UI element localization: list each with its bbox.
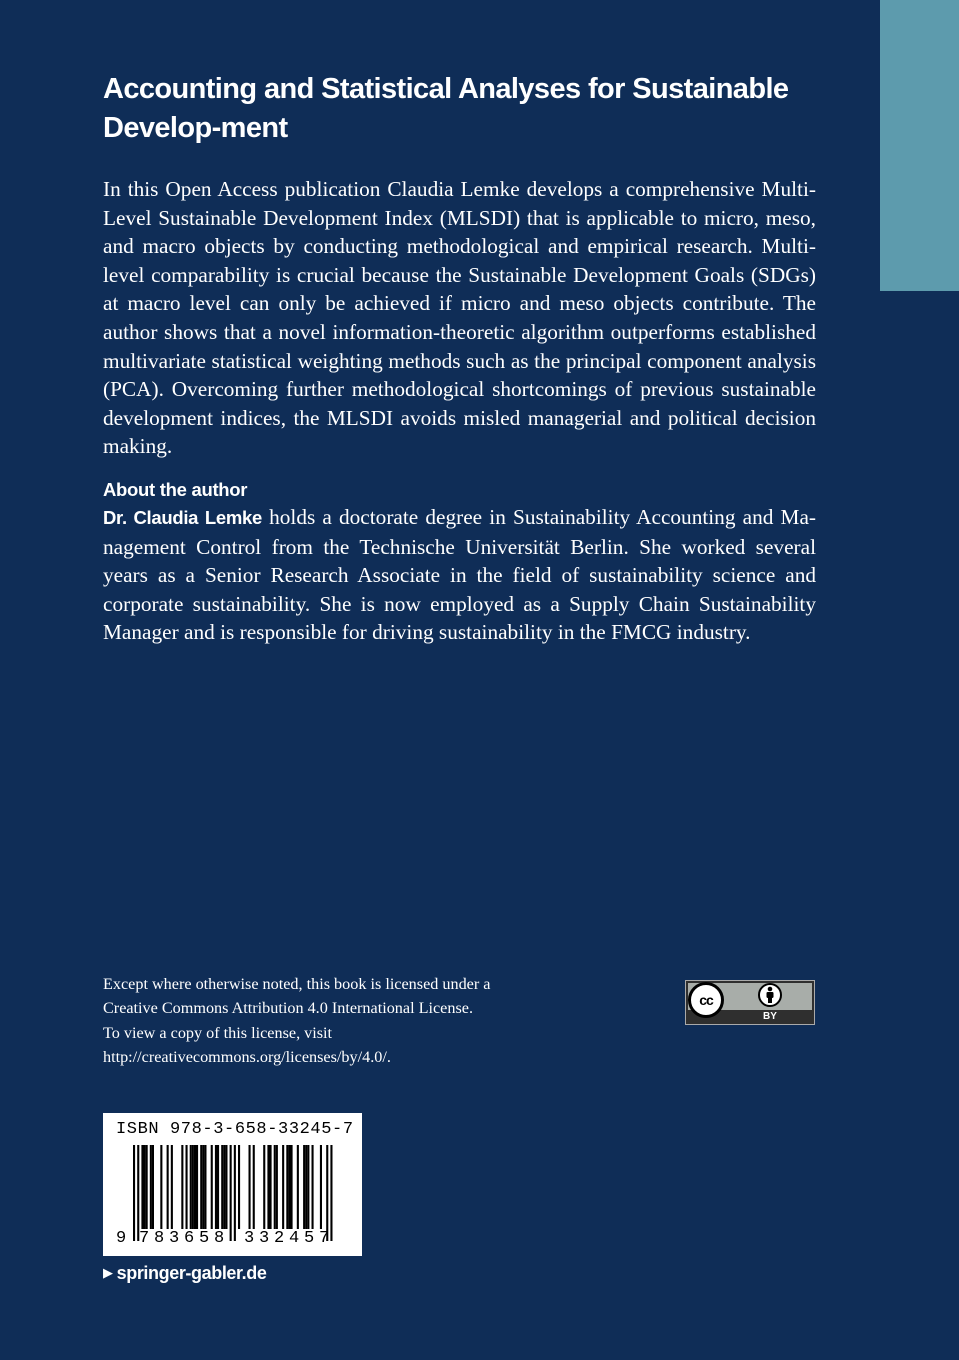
barcode-bar [144, 1145, 146, 1229]
barcode-digit: 8 [154, 1229, 165, 1248]
barcode-bar [225, 1145, 227, 1229]
license-line: To view a copy of this license, visit [103, 1023, 333, 1042]
barcode-bar [234, 1145, 236, 1241]
barcode-bar [152, 1145, 154, 1229]
barcode-bar [211, 1145, 213, 1229]
barcode-bar [141, 1145, 143, 1229]
attribution-person-icon [758, 983, 782, 1007]
title-text: Accounting and Statistical Analyses for Sustainable Develop-ment [103, 73, 789, 144]
isbn-barcode [103, 1113, 362, 1256]
barcode-bar [274, 1145, 276, 1229]
barcode-bar [291, 1145, 293, 1229]
barcode-bar [223, 1145, 225, 1229]
arrow-icon: ▶ [103, 1265, 113, 1280]
barcode-bar [181, 1145, 183, 1229]
isbn-text: ISBN 978-3-658-33245-7 [116, 1120, 354, 1139]
barcode-bar [267, 1145, 269, 1229]
barcode-bar [326, 1145, 328, 1241]
book-title [103, 70, 823, 148]
barcode-digit: 3 [169, 1229, 180, 1248]
barcode-bar [192, 1145, 194, 1229]
barcode-bar [186, 1145, 188, 1229]
barcode-bar [133, 1145, 135, 1241]
barcode-digits [103, 1229, 362, 1253]
barcode-digit: 4 [289, 1229, 300, 1248]
barcode-bar [249, 1145, 251, 1229]
license-line: Creative Commons Attribution 4.0 International License. [103, 999, 473, 1018]
barcode-bar [217, 1145, 219, 1229]
cc-by-badge[interactable] [685, 980, 815, 1025]
barcode-digit: 3 [244, 1229, 255, 1248]
barcode-bar [202, 1145, 204, 1229]
barcode-digit: 5 [304, 1229, 315, 1248]
barcode-bar [200, 1145, 202, 1229]
barcode-digit: 2 [274, 1229, 285, 1248]
barcode-digit: 5 [199, 1229, 210, 1248]
cc-logo-icon: cc [688, 982, 724, 1018]
barcode-bar [282, 1145, 284, 1229]
barcode-bar [160, 1145, 162, 1229]
barcode-digit: 9 [116, 1229, 127, 1248]
barcode-bar [288, 1145, 290, 1229]
about-author-heading: About the author [103, 479, 248, 500]
barcode-bar [303, 1145, 305, 1229]
barcode-bar [221, 1145, 223, 1229]
about-author-text [103, 503, 816, 647]
barcode-digit: 7 [139, 1229, 150, 1248]
by-label: BY [763, 1011, 777, 1022]
barcode-bar [320, 1145, 322, 1229]
license-url[interactable]: http://creativecommons.org/licenses/by/4.0/. [103, 1048, 391, 1067]
barcode-bar [238, 1145, 240, 1229]
barcode-digit: 8 [214, 1229, 225, 1248]
barcode-bar [276, 1145, 278, 1229]
barcode-bar [230, 1145, 232, 1241]
barcode-bar [305, 1145, 307, 1229]
license-notice [103, 972, 623, 1070]
barcode-bar [196, 1145, 198, 1229]
author-bio: holds a doctorate degree in Sustainability Accounting and Ma-nagement Control from the Technische Universität Berlin. She worked several years as a Senior Research Associate in the field of sustainability science and corporate sustainability. She is now employed as a Supply Chain Sustainability Manager and is responsible for driving sustainability in the FMCG industry. [103, 505, 816, 645]
barcode-bar [263, 1145, 265, 1229]
barcode-bar [167, 1145, 169, 1229]
barcode-bar [204, 1145, 206, 1229]
author-name: Dr. Claudia Lemke [103, 507, 262, 528]
barcode-bar [215, 1145, 217, 1229]
barcode-bar [270, 1145, 272, 1229]
abstract-text: In this Open Access publication Claudia Lemke develops a comprehensive Multi-Level Sustainable Development Index (MLSDI) that is applicable to micro, meso, and macro objects by conducting methodological and empirical research. Multi-level comparability is crucial because the Sustainable Development Goals (SDGs) at macro level can only be achieved if micro and meso objects contribute. The author shows that a novel information-theoretic algorithm outperforms established multivariate statistical weighting methods such as the principal component analysis (PCA). Overcoming further methodological shortcomings of previous sustainable development indices, the MLSDI avoids misled managerial and political decision making. [103, 177, 816, 459]
barcode-bar [190, 1145, 192, 1229]
publisher-link[interactable] [103, 1262, 266, 1286]
barcode-bar [286, 1145, 288, 1229]
barcode-digit: 7 [319, 1229, 330, 1248]
barcode-bar [307, 1145, 309, 1229]
barcode-bar [150, 1145, 152, 1229]
barcode-bar [146, 1145, 148, 1229]
barcode-bar [312, 1145, 314, 1229]
barcode-digit: 3 [259, 1229, 270, 1248]
barcode-bar [194, 1145, 196, 1229]
barcode-bar [330, 1145, 332, 1241]
accent-tab [880, 0, 959, 291]
barcode-bar [171, 1145, 173, 1229]
barcode-bar [297, 1145, 299, 1229]
barcode-digit: 6 [184, 1229, 195, 1248]
publisher-url: springer-gabler.de [116, 1263, 267, 1283]
barcode-bar [137, 1145, 139, 1241]
license-line: Except where otherwise noted, this book is licensed under a [103, 975, 491, 993]
barcode-bar [253, 1145, 255, 1229]
